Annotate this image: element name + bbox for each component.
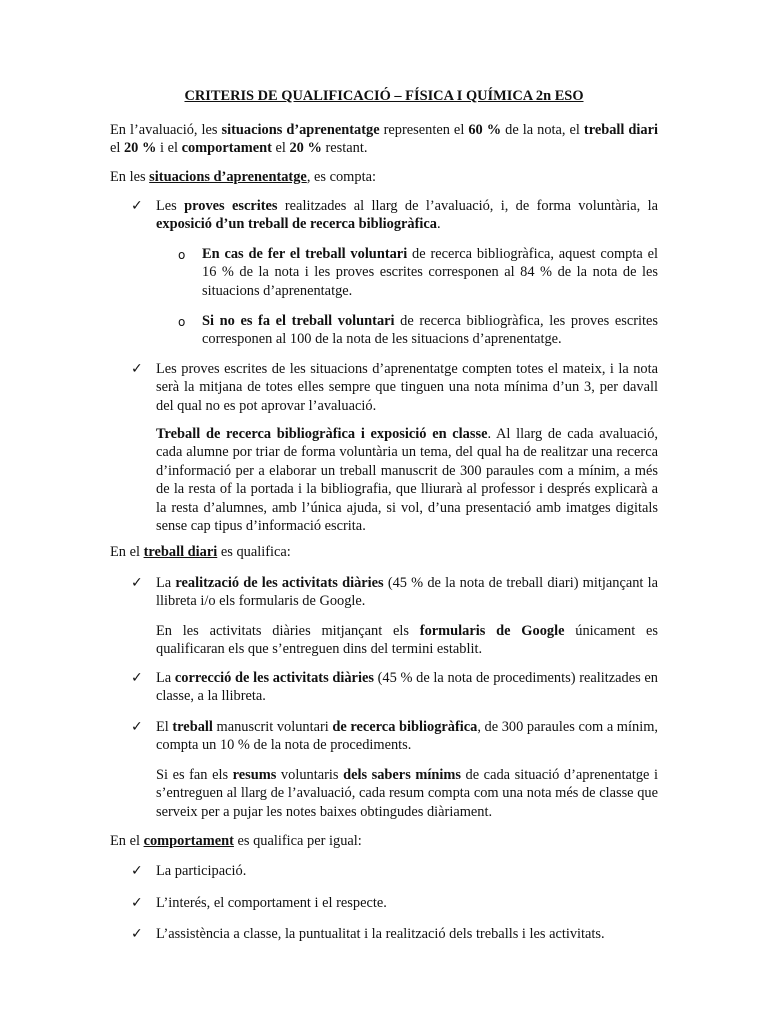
section-heading-treball-diari	[110, 543, 658, 561]
text: En l’avaluació, les	[110, 122, 222, 138]
bold-text: correcció de les activitats diàries	[174, 670, 374, 686]
bold-text: proves escrites	[184, 198, 278, 214]
text: el	[110, 140, 124, 157]
underlined-term: situacions d’aprenentatge	[149, 169, 307, 185]
text: es qualifica:	[217, 544, 291, 560]
text: de recerca bibliogràfica, les proves escrites corresponen al 100 de la nota de les situacions d’aprenentatge.	[202, 313, 659, 348]
bold-text: situacions d’aprenentatge	[221, 122, 380, 138]
sub-list-item	[202, 245, 658, 300]
text: El	[156, 719, 173, 735]
text: i el	[156, 140, 182, 157]
bold-text: 20 %	[289, 140, 322, 157]
treball-paragraph	[156, 425, 658, 535]
text: (45 % de la nota de treball diari) mitjançant la llibreta i/o els formularis de Google.	[156, 575, 658, 610]
list-item	[156, 197, 658, 234]
bold-text: treball diari	[583, 122, 658, 138]
underlined-term: comportament	[143, 833, 234, 849]
list-item-paragraph	[156, 766, 658, 821]
intro-paragraph	[110, 121, 658, 158]
list-item	[156, 669, 658, 706]
checkmark-icon: ✓	[131, 719, 143, 735]
text: .	[437, 216, 441, 233]
text: de cada situació d’aprenentatge i s’entreguen al llarg de l’avaluació, cada resum compta com una nota més de classe que serveix per a pujar les notes baixes obtingudes diàriament.	[156, 767, 658, 820]
checkmark-icon: ✓	[131, 361, 143, 377]
list-item: L’interés, el comportament i el respecte.	[156, 895, 387, 911]
checkmark-icon: ✓	[131, 670, 143, 686]
bold-text: exposició d’un treball de recerca bibliogràfica	[156, 216, 437, 233]
page-title: CRITERIS DE QUALIFICACIÓ – FÍSICA I QUÍMICA 2n ESO	[184, 88, 584, 104]
circle-bullet-icon: o	[178, 315, 186, 329]
text: manuscrit voluntari	[212, 719, 333, 735]
bold-text: En cas de fer el treball voluntari	[202, 246, 408, 262]
text: (45 % de la nota de procediments) realitzades en classe, a la llibreta.	[156, 670, 658, 705]
bold-text: 60 %	[468, 122, 502, 138]
list-item: Les proves escrites de les situacions d’aprenentatge compten totes el mateix, i la nota serà la mitjana de totes elles sempre que tinguen una nota mínima d’un 3, per davall del qual no es pot aprovar l’avaluació.	[156, 361, 658, 414]
text: En el	[110, 544, 144, 560]
text: de la nota, el	[501, 122, 584, 138]
bold-text: resums	[232, 767, 277, 783]
bold-text: Treball de recerca bibliogràfica i exposició en classe	[156, 426, 488, 442]
text: Si es fan els	[156, 767, 233, 783]
text: En les	[110, 169, 150, 185]
bold-text: Si no es fa el treball voluntari	[202, 313, 395, 329]
checkmark-icon: ✓	[131, 926, 143, 942]
text: de recerca bibliogràfica, aquest compta el 16 % de la nota i les proves escrites corresponen al 84 % de la nota de les situacions d’aprenentatge.	[202, 246, 658, 299]
text: En les activitats diàries mitjançant els	[156, 623, 420, 639]
section-heading-comportament	[110, 832, 658, 850]
list-item: L’assistència a classe, la puntualitat i la realització dels treballs i les activitats.	[156, 926, 605, 942]
text: únicament es qualificaran els que s’entreguen dins del termini establit.	[156, 623, 659, 658]
circle-bullet-icon: o	[178, 248, 186, 262]
checkmark-icon: ✓	[131, 895, 143, 911]
text: representen el	[379, 122, 469, 138]
section-heading-situacions	[110, 168, 658, 186]
sub-list-item	[202, 312, 658, 349]
list-item: La participació.	[156, 863, 247, 879]
checkmark-icon: ✓	[131, 863, 143, 879]
checkmark-icon: ✓	[131, 198, 143, 214]
text: restant.	[321, 140, 368, 157]
text: . Al llarg de cada avaluació, cada alumne por triar de forma voluntària un tema, del qual ha de realitzar una recerca d’informació per a elaborar un treball manuscrit de 300 paraules com a mínim, a més de la resta of la portada i la bibliografia, que lliurarà al professor i després explicarà a la resta d’alumnes, amb l’única ajuda, si vol, d’una presentació amb imatges digitals sense cap tipus d’informació escrita.	[156, 426, 658, 535]
text: , de 300 paraules com a mínim, compta un 10 % de la nota de procediments.	[156, 719, 658, 754]
list-item	[156, 718, 658, 755]
list-item	[156, 574, 658, 611]
list-item-paragraph	[156, 622, 658, 659]
text: La	[156, 575, 176, 591]
text: es qualifica per igual:	[233, 833, 362, 849]
text: , es compta:	[306, 169, 376, 185]
bold-text: comportament	[181, 140, 272, 157]
text: voluntaris	[276, 767, 344, 783]
underlined-term: treball diari	[143, 544, 218, 560]
bold-text: realització de les activitats diàries	[175, 575, 384, 591]
bold-text: treball	[172, 719, 213, 735]
bold-text: dels sabers mínims	[343, 767, 461, 783]
bold-text: formularis de Google	[419, 623, 565, 639]
text: En el	[110, 833, 144, 849]
text: Les	[156, 198, 185, 214]
text: realitzades al llarg de l’avaluació, i, de forma voluntària, la	[277, 198, 658, 214]
bold-text: de recerca bibliogràfica	[332, 719, 478, 735]
text: La	[156, 670, 175, 686]
text: el	[271, 140, 290, 157]
bold-text: 20 %	[123, 140, 157, 157]
checkmark-icon: ✓	[131, 575, 143, 591]
